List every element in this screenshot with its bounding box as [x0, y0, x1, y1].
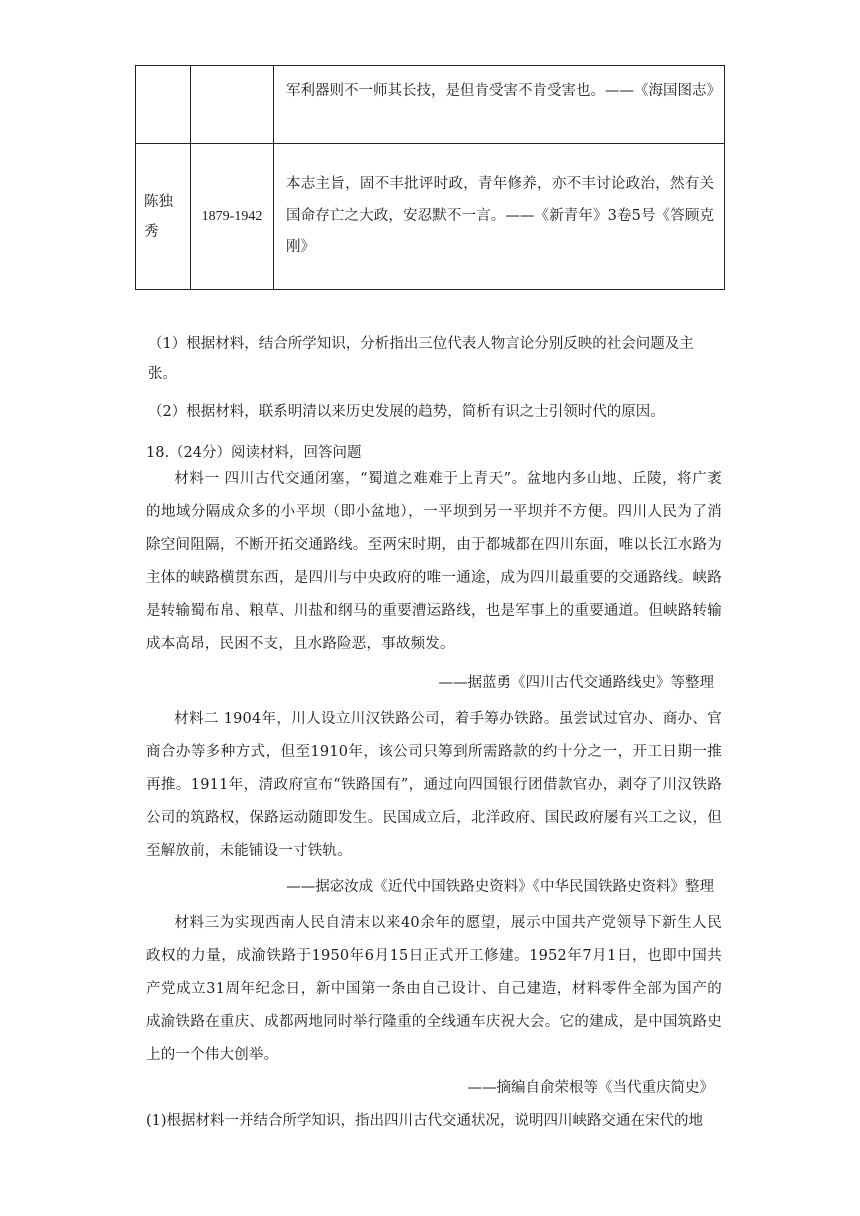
material-1-source: ——据蓝勇《四川古代交通路线史》等整理: [438, 675, 714, 691]
material-1-text: 材料一 四川古代交通闭塞，“蜀道之难难于上青天”。盆地内多山地、丘陵，将广袤的地域分隔成众多的小平坝（即小盆地），一平坝到另一平坝并不方便。四川人民为了消除空间阻隔，不断开拓交通路线。至两宋时期，由于都城都在四川东面，唯以长江水路为主体的峡路横贯东西，是四川与中央政府的唯一通途，成为四川最重要的交通路线。峡路是转输蜀布帛、粮草、川盐和纲马的重要漕运路线，也是军事上的重要通道。但峡路转输成本高昂，民困不支，且水路险恶，事故频发。: [146, 471, 722, 652]
question-17-1: （1）根据材料，结合所学知识，分析指出三位代表人物言论分别反映的社会问题及主张。: [148, 336, 694, 382]
years-cell: 1879-1942: [191, 144, 274, 290]
quote-text: 军利器则不一师其长技，是但肯受害不肯受害也。——《海国图志》: [286, 83, 721, 99]
material-3-source: ——摘编自俞荣根等《当代重庆简史》: [467, 1080, 714, 1096]
material-2: [146, 703, 722, 868]
quote-text: 本志主旨，固不丰批评时政，青年修养，亦不丰讨论政治，然有关国命存亡之大政，安忍默不一言。——《新青年》3卷5号《答顾克刚》: [286, 176, 714, 256]
material-3-text: 材料三为实现西南人民自清末以来40余年的愿望，展示中国共产党领导下新生人民政权的力量，成渝铁路于1950年6月15日正式开工修建。1952年7月1日，也即中国共产党成立31周年纪念日，新中国第一条由自己设计、自己建造，材料零件全部为国产的成渝铁路在重庆、成都两地同时举行隆重的全线通车庆祝大会。它的建成，是中国筑路史上的一个伟大创举。: [146, 915, 722, 1063]
table-row: [136, 144, 725, 290]
question-18-1: (1)根据材料一并结合所学知识，指出四川古代交通状况，说明四川峡路交通在宋代的地: [146, 1113, 704, 1129]
material-1: [146, 463, 722, 661]
name-cell: 陈独秀: [136, 144, 191, 290]
quote-cell: [274, 144, 725, 290]
material-3: [146, 907, 722, 1072]
material-2-text: 材料二 1904年，川人设立川汉铁路公司，着手筹办铁路。虽尝试过官办、商办、官商合办等多种方式，但至1910年，该公司只筹到所需路款的约十分之一，开工日期一推再推。1911年，清政府宣布“铁路国有”，通过向四国银行团借款官办，剥夺了川汉铁路公司的筑路权，保路运动随即发生。民国成立后，北洋政府、国民政府屡有兴工之议，但至解放前，未能铺设一寸铁轨。: [146, 711, 722, 859]
years-cell: [191, 66, 274, 144]
question-18-heading: 18.（24分）阅读材料，回答问题: [146, 445, 362, 461]
table-row: [136, 66, 725, 144]
name-cell: [136, 66, 191, 144]
material-2-source: ——据宓汝成《近代中国铁路史资料》《中华民国铁路史资料》整理: [286, 879, 714, 895]
quote-cell: [274, 66, 725, 144]
question-17-2: （2）根据材料，联系明清以来历史发展的趋势，简析有识之士引领时代的原因。: [148, 404, 665, 420]
figures-table: [135, 65, 725, 290]
